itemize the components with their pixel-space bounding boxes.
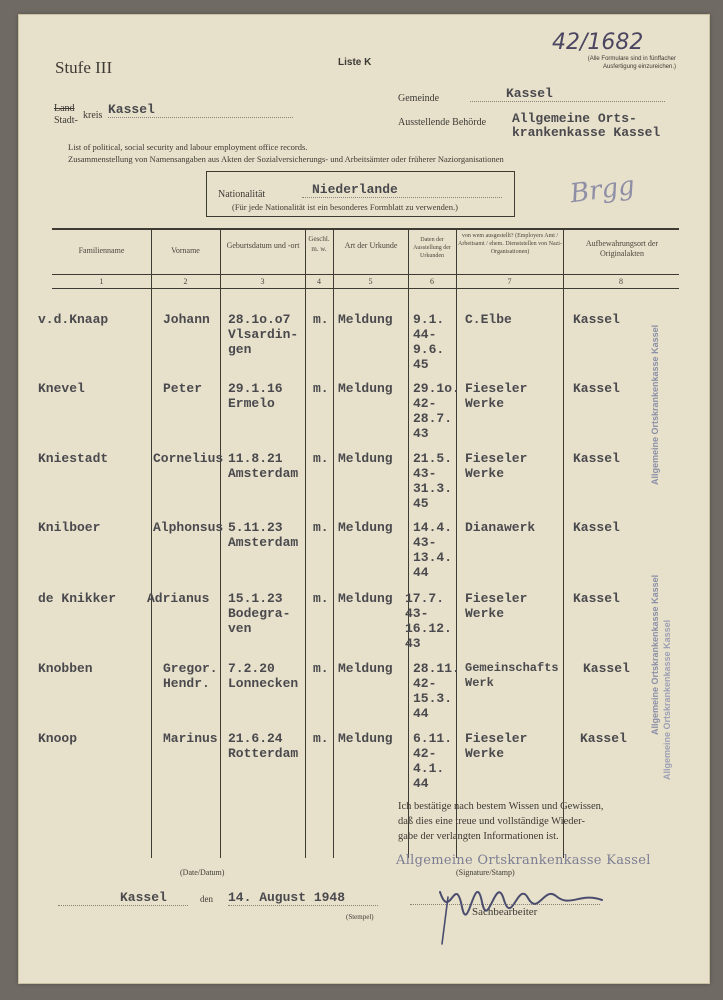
nationality-value: Niederlande [302,182,502,198]
stempel-label: (Stempel) [346,913,374,921]
column-number: 1 [99,277,104,286]
column-number: 7 [507,277,512,286]
column-divider [333,228,334,858]
table-top-border [52,228,679,230]
kreis-value: Kassel [108,102,293,118]
certification-line: Ich bestätige nach bestem Wissen und Gewissen, [398,801,604,812]
table-cell-dates: 21.5. 43- 31.3. 45 [413,451,453,511]
table-cell-type: Meldung [338,520,393,535]
organization-stamp: Allgemeine Ortskrankenkasse Kassel [396,853,651,868]
table-cell-dates: 28.11. 42- 15.3. 44 [413,661,460,721]
table-cell-firstname: Gregor. Hendr. [163,661,218,691]
handwritten-note: Brgg [568,170,637,210]
table-cell-place: Kassel [583,661,630,676]
table-cell-place: Kassel [580,731,627,746]
table-cell-dates: 6.11. 42- 4.1. 44 [413,731,453,791]
column-header: Familienname [78,246,125,255]
table-cell-surname: Knobben [38,661,93,676]
column-header: Art der Urkunde [344,241,398,250]
archive-number: 42/1682 [552,30,644,55]
table-cell-firstname: Johann [163,312,210,327]
table-cell-sex: m. [313,661,329,676]
land-label: Land [54,103,75,114]
table-cell-type: Meldung [338,591,393,606]
column-number: 2 [183,277,188,286]
gemeinde-label: Gemeinde [398,93,440,104]
column-divider [456,228,457,858]
den-label: den [200,894,213,904]
column-header: Aufbewahrungsort der Originalakten [585,239,659,258]
column-divider [151,228,152,858]
table-cell-type: Meldung [338,661,393,676]
column-number: 5 [368,277,373,286]
table-cell-surname: de Knikker [38,591,117,606]
table-cell-place: Kassel [573,312,620,327]
footer-place-line [58,905,188,906]
footer-place: Kassel [120,890,167,905]
column-number: 4 [317,277,321,286]
behoerde-value-2: krankenkasse Kassel [512,125,661,140]
table-cell-firstname: Peter [163,381,203,396]
footer-date: 14. August 1948 [228,890,378,906]
column-header: Geschl. m. w. [308,235,330,253]
table-cell-dates: 29.1o. 42- 28.7. 43 [413,381,460,441]
list-description-de: Zusammenstellung von Namensangaben aus Akten der Sozialversicherungs- und Arbeitsämter oder früherer Naziorganisationen [68,154,504,164]
table-cell-surname: Knoop [38,731,78,746]
table-cell-surname: Knilboer [38,520,101,535]
table-cell-issuer: Gemeinschafts Werk [465,661,559,690]
table-cell-issuer: Dianawerk [465,520,536,535]
table-cell-place: Kassel [573,520,620,535]
table-cell-dates: 17.7. 43- 16.12. 43 [405,591,452,651]
table-number-row-bottom [52,288,679,289]
date-label: (Date/Datum) [180,868,225,877]
table-cell-type: Meldung [338,312,393,327]
column-number: 3 [260,277,265,286]
table-cell-birth: 15.1.23 Bodegra- ven [228,591,291,636]
table-cell-surname: Knevel [38,381,85,396]
table-cell-sex: m. [313,312,329,327]
table-cell-firstname: Cornelius [153,451,224,466]
table-cell-issuer: Fieseler Werke [465,591,528,621]
table-header-bottom [52,274,679,275]
behoerde-label: Ausstellende Behörde [398,117,487,128]
table-cell-sex: m. [313,520,329,535]
table-cell-firstname: Marinus [163,731,218,746]
kreis-label: kreis [83,110,103,121]
side-stamp: Allgemeine Ortskrankenkasse Kassel [662,619,672,780]
nationality-label: Nationalität [218,189,266,200]
table-cell-issuer: Fieseler Werke [465,451,528,481]
column-header: von wem ausgestellt? (Employers Amt / Arbeitsamt / ehem. Dienststellen von Nazi-Organisationen) [458,233,562,255]
table-cell-birth: 21.6.24 Rotterdam [228,731,299,761]
table-cell-firstname: Adrianus [147,591,210,606]
column-header: Geburtsdatum und -ort [226,241,300,250]
top-note: (Alle Formulare sind in fünffacher Ausfertigung einzureichen.) [587,56,676,70]
column-header: Daten der Ausstellung der Urkunden [413,237,451,259]
signature-label: (Signature/Stamp) [456,868,515,877]
table-cell-surname: v.d.Knaap [38,312,109,327]
table-cell-birth: 11.8.21 Amsterdam [228,451,299,481]
stadt-label: Stadt- [54,115,78,126]
gemeinde-value: Kassel [470,86,665,102]
certification-line: daß dies eine treue und vollständige Wieder- [398,816,585,827]
table-cell-place: Kassel [573,591,620,606]
signature-scribble [420,852,620,947]
nationality-note: (Für jede Nationalität ist ein besonderes Formblatt zu verwenden.) [232,202,458,212]
side-stamp: Allgemeine Ortskrankenkasse Kassel [650,574,660,735]
sachbearbeiter-label: Sachbearbeiter [472,906,538,918]
stufe-label: Stufe III [55,58,113,77]
table-cell-issuer: C.Elbe [465,312,512,327]
certification-line: gabe der verlangten Informationen ist. [398,831,559,842]
table-cell-dates: 14.4. 43- 13.4. 44 [413,520,453,580]
list-description-en: List of political, social security and labour employment office records. [68,142,308,152]
table-cell-dates: 9.1. 44- 9.6. 45 [413,312,445,372]
column-divider [563,228,564,858]
table-cell-sex: m. [313,451,329,466]
table-cell-birth: 28.1o.o7 Vlsardin- gen [228,312,299,357]
table-cell-issuer: Fieseler Werke [465,381,528,411]
table-cell-birth: 29.1.16 Ermelo [228,381,283,411]
table-cell-type: Meldung [338,451,393,466]
column-divider [305,228,306,858]
table-cell-firstname: Alphonsus [153,520,224,535]
column-header: Vorname [171,246,200,255]
side-stamp: Allgemeine Ortskrankenkasse Kassel [650,324,660,485]
table-cell-sex: m. [313,731,329,746]
behoerde-value-1: Allgemeine Orts- [512,111,637,126]
column-number: 8 [619,277,623,286]
table-cell-type: Meldung [338,731,393,746]
table-cell-sex: m. [313,381,329,396]
table-cell-type: Meldung [338,381,393,396]
table-cell-place: Kassel [573,381,620,396]
table-cell-sex: m. [313,591,329,606]
table-cell-surname: Kniestadt [38,451,109,466]
table-cell-issuer: Fieseler Werke [465,731,528,761]
column-divider [408,228,409,858]
liste-label: Liste K [338,57,372,68]
table-cell-birth: 7.2.20 Lonnecken [228,661,299,691]
column-divider [220,228,221,858]
column-number: 6 [430,277,434,286]
table-cell-place: Kassel [573,451,620,466]
table-cell-birth: 5.11.23 Amsterdam [228,520,299,550]
